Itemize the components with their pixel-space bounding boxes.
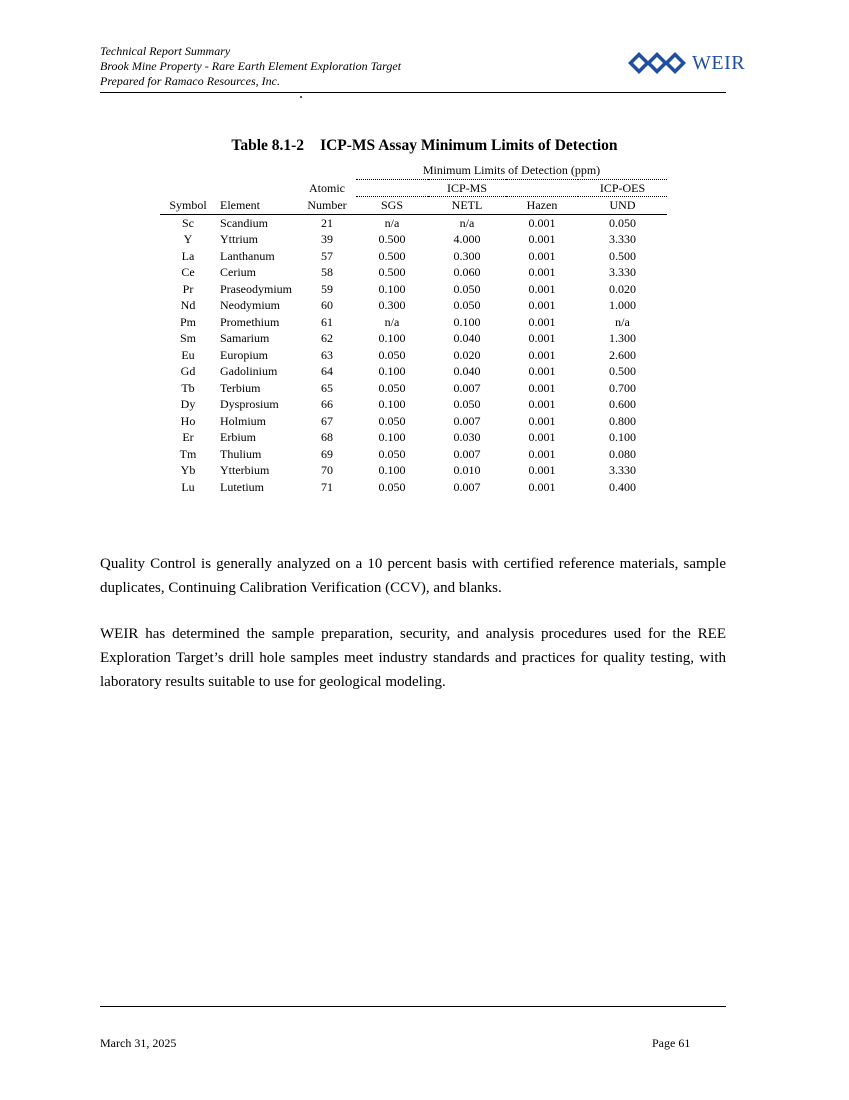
cell-netl: 0.050 <box>453 397 481 411</box>
cell-symbol: Y <box>183 232 193 246</box>
cell-symbol: Nd <box>180 298 196 312</box>
cell-symbol: Ho <box>180 413 196 428</box>
cell-element: Neodymium <box>220 298 280 312</box>
table-row <box>160 413 667 430</box>
cell-hazen: 0.001 <box>528 380 556 395</box>
table-row <box>160 363 667 380</box>
cell-element: Thulium <box>220 446 262 461</box>
cell-symbol: Ce <box>181 265 195 279</box>
footer-date: March 31, 2025 <box>100 1036 177 1050</box>
cell-hazen: 0.001 <box>528 281 556 296</box>
cell-und: 1.300 <box>609 331 636 345</box>
col-header-element: Element <box>216 197 298 215</box>
table-row <box>160 314 667 331</box>
cell-und: 0.500 <box>609 364 636 378</box>
cell-und: n/a <box>615 314 630 329</box>
table-row <box>160 429 667 446</box>
cell-netl: 4.000 <box>453 232 481 246</box>
cell-symbol: Eu <box>181 347 195 362</box>
cell-und: 0.700 <box>609 380 636 395</box>
cell-sgs: 0.300 <box>378 298 406 312</box>
weir-logo <box>628 50 745 76</box>
cell-hazen: 0.001 <box>528 248 556 263</box>
cell-und: 3.330 <box>609 463 636 477</box>
cell-number: 61 <box>321 314 333 329</box>
table-title <box>0 137 849 155</box>
cell-sgs: 0.100 <box>378 397 406 411</box>
footer-page-number: Page 61 <box>652 1036 691 1050</box>
table-row <box>160 380 667 397</box>
cell-sgs: 0.500 <box>378 232 406 246</box>
cell-element: Cerium <box>220 265 256 279</box>
cell-symbol: Lu <box>181 479 195 494</box>
table-row <box>160 462 667 479</box>
col-header-netl: NETL <box>428 197 506 215</box>
cell-symbol: Sc <box>182 215 194 230</box>
col-header-symbol: Symbol <box>160 197 216 215</box>
cell-number: 67 <box>321 413 333 428</box>
cell-sgs: 0.100 <box>378 430 406 444</box>
cell-netl: 0.010 <box>453 463 481 477</box>
table-row <box>160 248 667 265</box>
cell-number: 21 <box>321 215 333 230</box>
cell-element: Ytterbium <box>220 463 270 477</box>
cell-hazen: 0.001 <box>528 347 556 362</box>
cell-element: Dysprosium <box>220 397 279 411</box>
table-row <box>160 479 667 496</box>
col-header-hazen: Hazen <box>506 197 578 215</box>
cell-symbol: Pm <box>179 314 196 329</box>
table-row <box>160 347 667 364</box>
cell-netl: 0.050 <box>453 298 481 312</box>
cell-netl: 0.050 <box>453 281 481 296</box>
cell-hazen: 0.001 <box>528 479 556 494</box>
table-row <box>160 396 667 413</box>
cell-sgs: 0.050 <box>378 413 406 428</box>
table-title-text: ICP-MS Assay Minimum Limits of Detection <box>320 137 618 154</box>
cell-number: 64 <box>321 364 333 378</box>
cell-element: Erbium <box>220 430 256 444</box>
cell-number: 71 <box>321 479 333 494</box>
table-row <box>160 231 667 248</box>
cell-netl: 0.060 <box>453 265 481 279</box>
table-row <box>160 446 667 463</box>
table-row <box>160 214 667 231</box>
cell-number: 63 <box>321 347 333 362</box>
cell-element: Praseodymium <box>220 281 292 296</box>
cell-symbol: Tm <box>179 446 197 461</box>
cell-hazen: 0.001 <box>528 446 556 461</box>
subgroup-icp-oes: ICP-OES <box>578 179 667 197</box>
subgroup-icp-ms: ICP-MS <box>356 179 578 197</box>
cell-symbol: Pr <box>182 281 194 296</box>
header-property: Brook Mine Property - Rare Earth Element Exploration Target <box>100 59 402 73</box>
cell-netl: 0.030 <box>453 430 481 444</box>
cell-number: 62 <box>321 331 333 345</box>
cell-und: 0.050 <box>609 215 636 230</box>
cell-symbol: Tb <box>181 380 195 395</box>
cell-sgs: 0.100 <box>378 364 406 378</box>
cell-hazen: 0.001 <box>528 364 556 378</box>
table-body <box>160 214 667 495</box>
cell-symbol: Er <box>182 430 194 444</box>
cell-und: 0.020 <box>609 281 636 296</box>
cell-sgs: 0.100 <box>378 463 406 477</box>
cell-sgs: 0.050 <box>378 446 406 461</box>
weir-logo-diamonds-icon <box>628 51 690 75</box>
cell-hazen: 0.001 <box>528 413 556 428</box>
cell-number: 68 <box>321 430 333 444</box>
cell-und: 0.500 <box>609 248 636 263</box>
cell-sgs: 0.100 <box>378 281 406 296</box>
cell-number: 70 <box>321 463 333 477</box>
cell-symbol: Gd <box>180 364 196 378</box>
cell-element: Gadolinium <box>220 364 278 378</box>
cell-netl: 0.020 <box>453 347 481 362</box>
cell-und: 0.100 <box>609 430 636 444</box>
cell-und: 0.600 <box>609 397 636 411</box>
table-row <box>160 297 667 314</box>
cell-netl: 0.007 <box>453 380 481 395</box>
atomic-header-top: Atomic <box>309 180 345 195</box>
cell-sgs: 0.050 <box>378 380 406 395</box>
paragraph-weir-determination: WEIR has determined the sample preparation, security, and analysis procedures used for the REE Exploration Target’s drill hole samples meet industry standards and practices for quality testing, with laboratory results suitable to use for geological modeling. <box>100 626 726 690</box>
cell-number: 59 <box>321 281 333 296</box>
cell-netl: 0.007 <box>453 413 481 428</box>
cell-netl: 0.300 <box>453 248 481 263</box>
cell-sgs: n/a <box>384 314 400 329</box>
paragraph-quality-control: Quality Control is generally analyzed on a 10 percent basis with certified reference materials, sample duplicates, Continuing Calibration Verification (CCV), and blanks. <box>100 556 726 596</box>
cell-element: Scandium <box>220 215 268 230</box>
cell-element: Lanthanum <box>220 248 275 263</box>
cell-number: 58 <box>321 265 333 279</box>
cell-hazen: 0.001 <box>528 215 556 230</box>
cell-und: 1.000 <box>609 298 636 312</box>
col-header-sgs: SGS <box>356 197 428 215</box>
cell-und: 2.600 <box>609 347 636 362</box>
cell-hazen: 0.001 <box>528 265 556 279</box>
cell-symbol: Yb <box>180 463 196 477</box>
table-row <box>160 330 667 347</box>
cell-und: 0.080 <box>609 446 636 461</box>
assay-detection-table <box>160 162 667 495</box>
cell-netl: 0.100 <box>453 314 481 329</box>
header-rule <box>100 92 726 93</box>
cell-netl: 0.007 <box>453 446 481 461</box>
cell-element: Holmium <box>220 413 267 428</box>
table-header-row-2 <box>160 179 667 197</box>
cell-netl: 0.040 <box>453 364 481 378</box>
weir-logo-text: WEIR <box>692 51 746 74</box>
group-header-mld: Minimum Limits of Detection (ppm) <box>356 162 667 179</box>
table-number: Table 8.1-2 <box>231 137 305 154</box>
cell-number: 66 <box>321 397 333 411</box>
cell-element: Promethium <box>220 314 280 329</box>
cell-und: 0.800 <box>609 413 636 428</box>
cell-netl: 0.007 <box>453 479 481 494</box>
cell-symbol: La <box>181 248 195 263</box>
cell-sgs: 0.500 <box>378 265 406 279</box>
cell-element: Terbium <box>220 380 261 395</box>
cell-hazen: 0.001 <box>528 331 556 345</box>
cell-number: 39 <box>321 232 333 246</box>
cell-number: 69 <box>321 446 333 461</box>
cell-element: Yttrium <box>220 232 258 246</box>
cell-und: 3.330 <box>609 265 636 279</box>
header-prepared-for: Prepared for Ramaco Resources, Inc. <box>100 74 280 88</box>
cell-hazen: 0.001 <box>528 232 556 246</box>
cell-hazen: 0.001 <box>528 298 556 312</box>
cell-element: Lutetium <box>220 479 264 494</box>
table-row <box>160 281 667 298</box>
cell-number: 65 <box>321 380 333 395</box>
cell-symbol: Sm <box>179 331 196 345</box>
cell-und: 3.330 <box>609 232 636 246</box>
cell-sgs: n/a <box>384 215 400 230</box>
cell-netl: 0.040 <box>453 331 481 345</box>
cell-hazen: 0.001 <box>528 397 556 411</box>
header-report-type: Technical Report Summary <box>100 44 231 58</box>
cell-number: 57 <box>321 248 333 263</box>
footer-rule <box>100 1006 726 1007</box>
cell-hazen: 0.001 <box>528 463 556 477</box>
cell-element: Samarium <box>220 331 270 345</box>
cell-netl: n/a <box>459 215 475 230</box>
cell-sgs: 0.050 <box>378 347 406 362</box>
cell-und: 0.400 <box>609 479 636 494</box>
cell-element: Europium <box>220 347 268 362</box>
cell-number: 60 <box>321 298 333 312</box>
header-dot <box>300 96 302 98</box>
cell-hazen: 0.001 <box>528 314 556 329</box>
cell-sgs: 0.100 <box>378 331 406 345</box>
cell-sgs: 0.050 <box>378 479 406 494</box>
cell-sgs: 0.500 <box>378 248 406 263</box>
col-header-number: Number <box>298 197 356 215</box>
cell-symbol: Dy <box>180 397 196 411</box>
cell-hazen: 0.001 <box>528 430 556 444</box>
col-header-und: UND <box>578 197 667 215</box>
table-header-row-1 <box>160 162 667 179</box>
table-row <box>160 264 667 281</box>
table-header-row-3 <box>160 197 667 215</box>
